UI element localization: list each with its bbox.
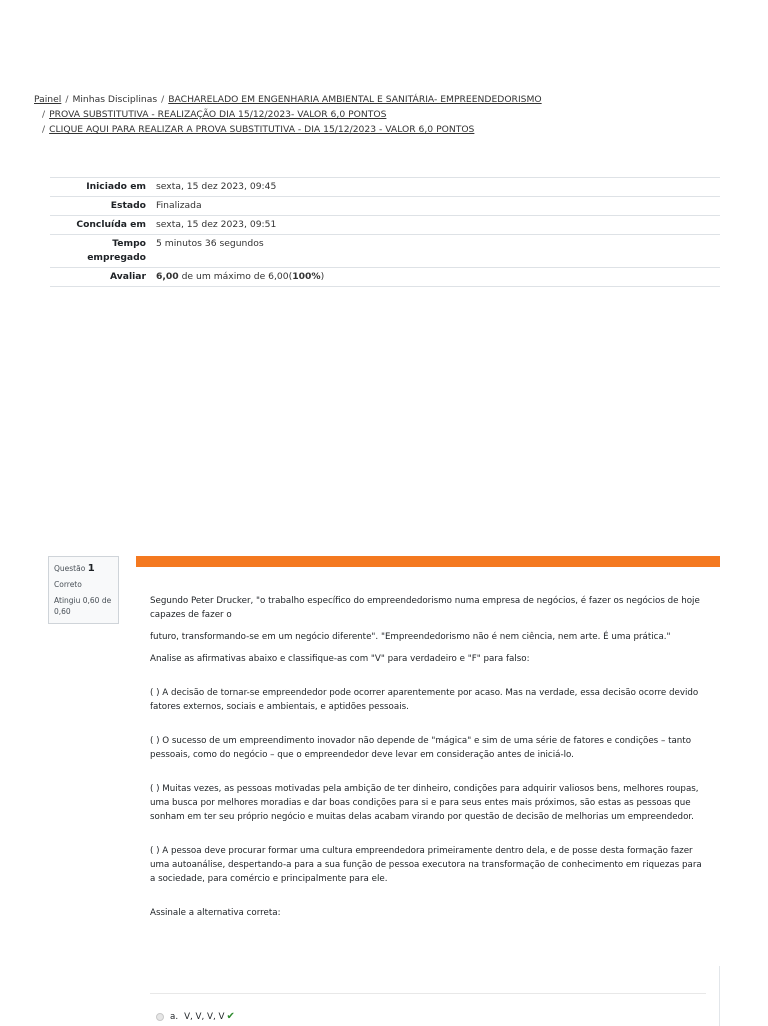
answer-divider: [150, 993, 706, 994]
statement-3: ( ) Muitas vezes, as pessoas motivadas pela ambição de ter dinheiro, condições para adquirir valiosos bens, melhores roupas, uma busca por melhores moradias e dar boas condições para si e para seus entes mais próximos, são estas as pessoas que sonham em ter seu próprio negócio e muitas delas acabam virando por questão de decisão de melhorias um empreendedor.: [150, 784, 699, 822]
breadcrumb: [34, 92, 542, 137]
option-a-letter: a.: [170, 1011, 179, 1022]
breadcrumb-course-link[interactable]: BACHARELADO EM ENGENHARIA AMBIENTAL E SANITÁRIA- EMPREENDEDORISMO: [168, 94, 542, 105]
option-a-radio[interactable]: [156, 1013, 164, 1021]
breadcrumb-section-link[interactable]: PROVA SUBSTITUTIVA - REALIZAÇÃO DIA 15/12/2023- VALOR 6,0 PONTOS: [49, 109, 387, 120]
time-label-line1: Tempo: [112, 238, 146, 249]
answer-option-a[interactable]: [156, 1011, 235, 1022]
state-label: Estado: [50, 197, 151, 216]
time-value: 5 minutos 36 segundos: [151, 235, 720, 268]
breadcrumb-home-link[interactable]: Painel: [34, 94, 62, 105]
grade-percent: 100%: [292, 271, 321, 282]
question-paragraph-1: Segundo Peter Drucker, "o trabalho específico do empreendedorismo numa empresa de negócios, é fazer os negócios de hoje capazes de fazer o: [150, 596, 700, 620]
option-a-text: V, V, V, V: [184, 1011, 225, 1022]
question-info-panel: [48, 556, 119, 624]
attempt-summary-table: [50, 177, 720, 287]
breadcrumb-separator: /: [42, 109, 46, 120]
grade-close-paren: ): [320, 271, 325, 282]
completed-label: Concluída em: [50, 216, 151, 235]
summary-row-time: [50, 235, 720, 268]
question-number-value: 1: [87, 563, 95, 574]
breadcrumb-separator: /: [42, 124, 46, 135]
state-value: Finalizada: [151, 197, 720, 216]
started-value: sexta, 15 dez 2023, 09:45: [151, 178, 720, 197]
breadcrumb-separator: /: [161, 94, 165, 105]
statement-2: ( ) O sucesso de um empreendimento inovador não depende de "mágica" e sim de uma série de fatores e condições – tanto pessoais, como do negócio – que o empreendedor deve levar em consideração antes de iniciá-lo.: [150, 736, 692, 760]
breadcrumb-my-courses: Minhas Disciplinas: [72, 94, 158, 105]
question-label: Questão: [54, 564, 86, 573]
check-icon: ✔: [226, 1011, 235, 1022]
question-prompt: Assinale a alternativa correta:: [150, 908, 281, 918]
statement-4: ( ) A pessoa deve procurar formar uma cultura empreendedora primeiramente dentro dela, e de posse desta formação fazer uma autoanálise, despertando-a para a sua função de pessoa executora na transformação de conhecimento em riquezas para a sociedade, para comércio e principalmente para ele.: [150, 846, 702, 884]
question-number: [54, 563, 113, 574]
grade-label: Avaliar: [50, 268, 151, 287]
breadcrumb-activity-link[interactable]: CLIQUE AQUI PARA REALIZAR A PROVA SUBSTITUTIVA - DIA 15/12/2023 - VALOR 6,0 PONTOS: [49, 124, 475, 135]
grade-value: [151, 268, 720, 287]
question-status: Correto: [54, 580, 82, 589]
time-label: [50, 235, 151, 268]
summary-row-grade: [50, 268, 720, 287]
question-header-bar: [136, 556, 720, 567]
grade-max-text: de um máximo de 6,00(: [178, 271, 293, 282]
summary-row-completed: [50, 216, 720, 235]
question-paragraph-3: Analise as afirmativas abaixo e classifique-as com "V" para verdadeiro e "F" para falso:: [150, 654, 530, 664]
question-paragraph-2: futuro, transformando-se em um negócio diferente". "Empreendedorismo não é nem ciência, nem arte. É uma prática.": [150, 632, 671, 642]
statement-1: ( ) A decisão de tornar-se empreendedor pode ocorrer aparentemente por acaso. Mas na verdade, essa decisão ocorre devido fatores externos, sociais e ambientais, e aptidões pessoais.: [150, 688, 699, 712]
summary-row-started: [50, 178, 720, 197]
question-mark: Atingiu 0,60 de 0,60: [54, 596, 112, 616]
breadcrumb-separator: /: [65, 94, 69, 105]
summary-row-state: [50, 197, 720, 216]
time-label-line2: empregado: [87, 252, 146, 263]
grade-score: 6,00: [156, 271, 179, 282]
started-label: Iniciado em: [50, 178, 151, 197]
answer-box-border: [719, 966, 720, 1026]
question-content: [136, 556, 720, 1026]
completed-value: sexta, 15 dez 2023, 09:51: [151, 216, 720, 235]
question-text: [150, 594, 708, 928]
